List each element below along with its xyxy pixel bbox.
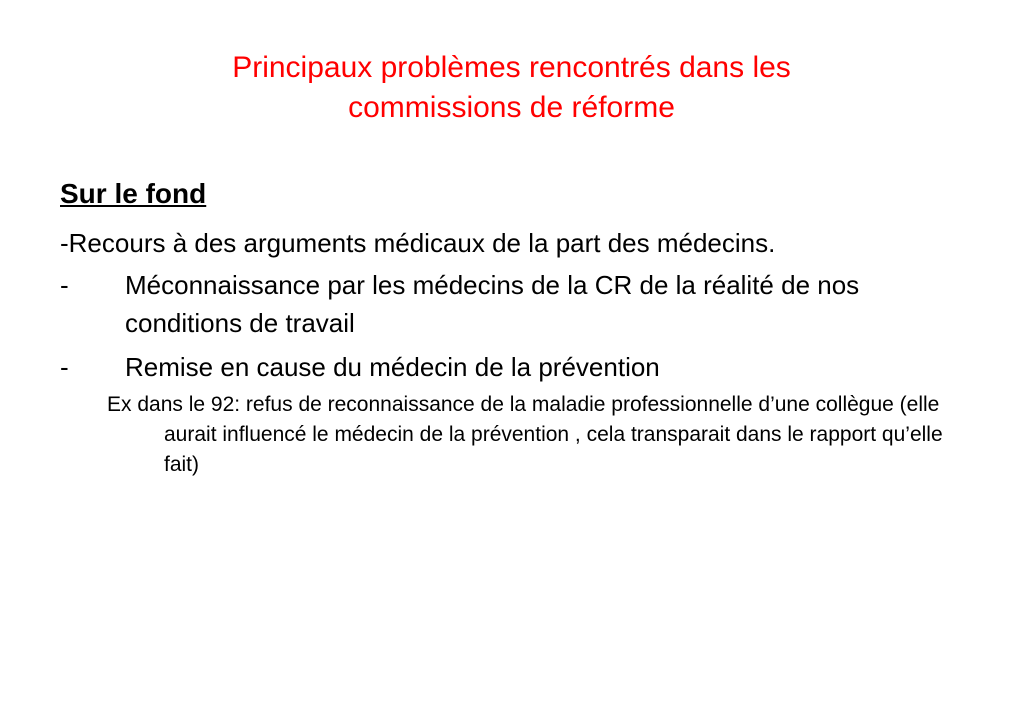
bullet-dash: - [60,352,69,382]
slide-body [60,176,980,480]
point-meconnaissance [60,266,980,342]
section-heading: Sur le fond [60,178,207,209]
slide-title [0,48,1023,128]
point-recours: -Recours à des arguments médicaux de la part des médecins. [60,228,776,258]
slide-title-line-2: commissions de réforme [348,91,675,124]
point-meconnaissance-text: Méconnaissance par les médecins de la CR de la réalité de nos conditions de travail [125,270,860,338]
point-remise-en-cause-text: Remise en cause du médecin de la prévention [125,352,660,382]
slide-title-line-1: Principaux problèmes rencontrés dans les [232,51,791,84]
point-remise-en-cause [60,348,980,386]
bullet-dash: - [60,270,69,300]
example-note: Ex dans le 92: refus de reconnaissance de la maladie professionnelle d’une collègue (elle aurait influencé le médecin de la prévention , cela transparait dans le rapport qu’elle fait) [107,393,943,476]
